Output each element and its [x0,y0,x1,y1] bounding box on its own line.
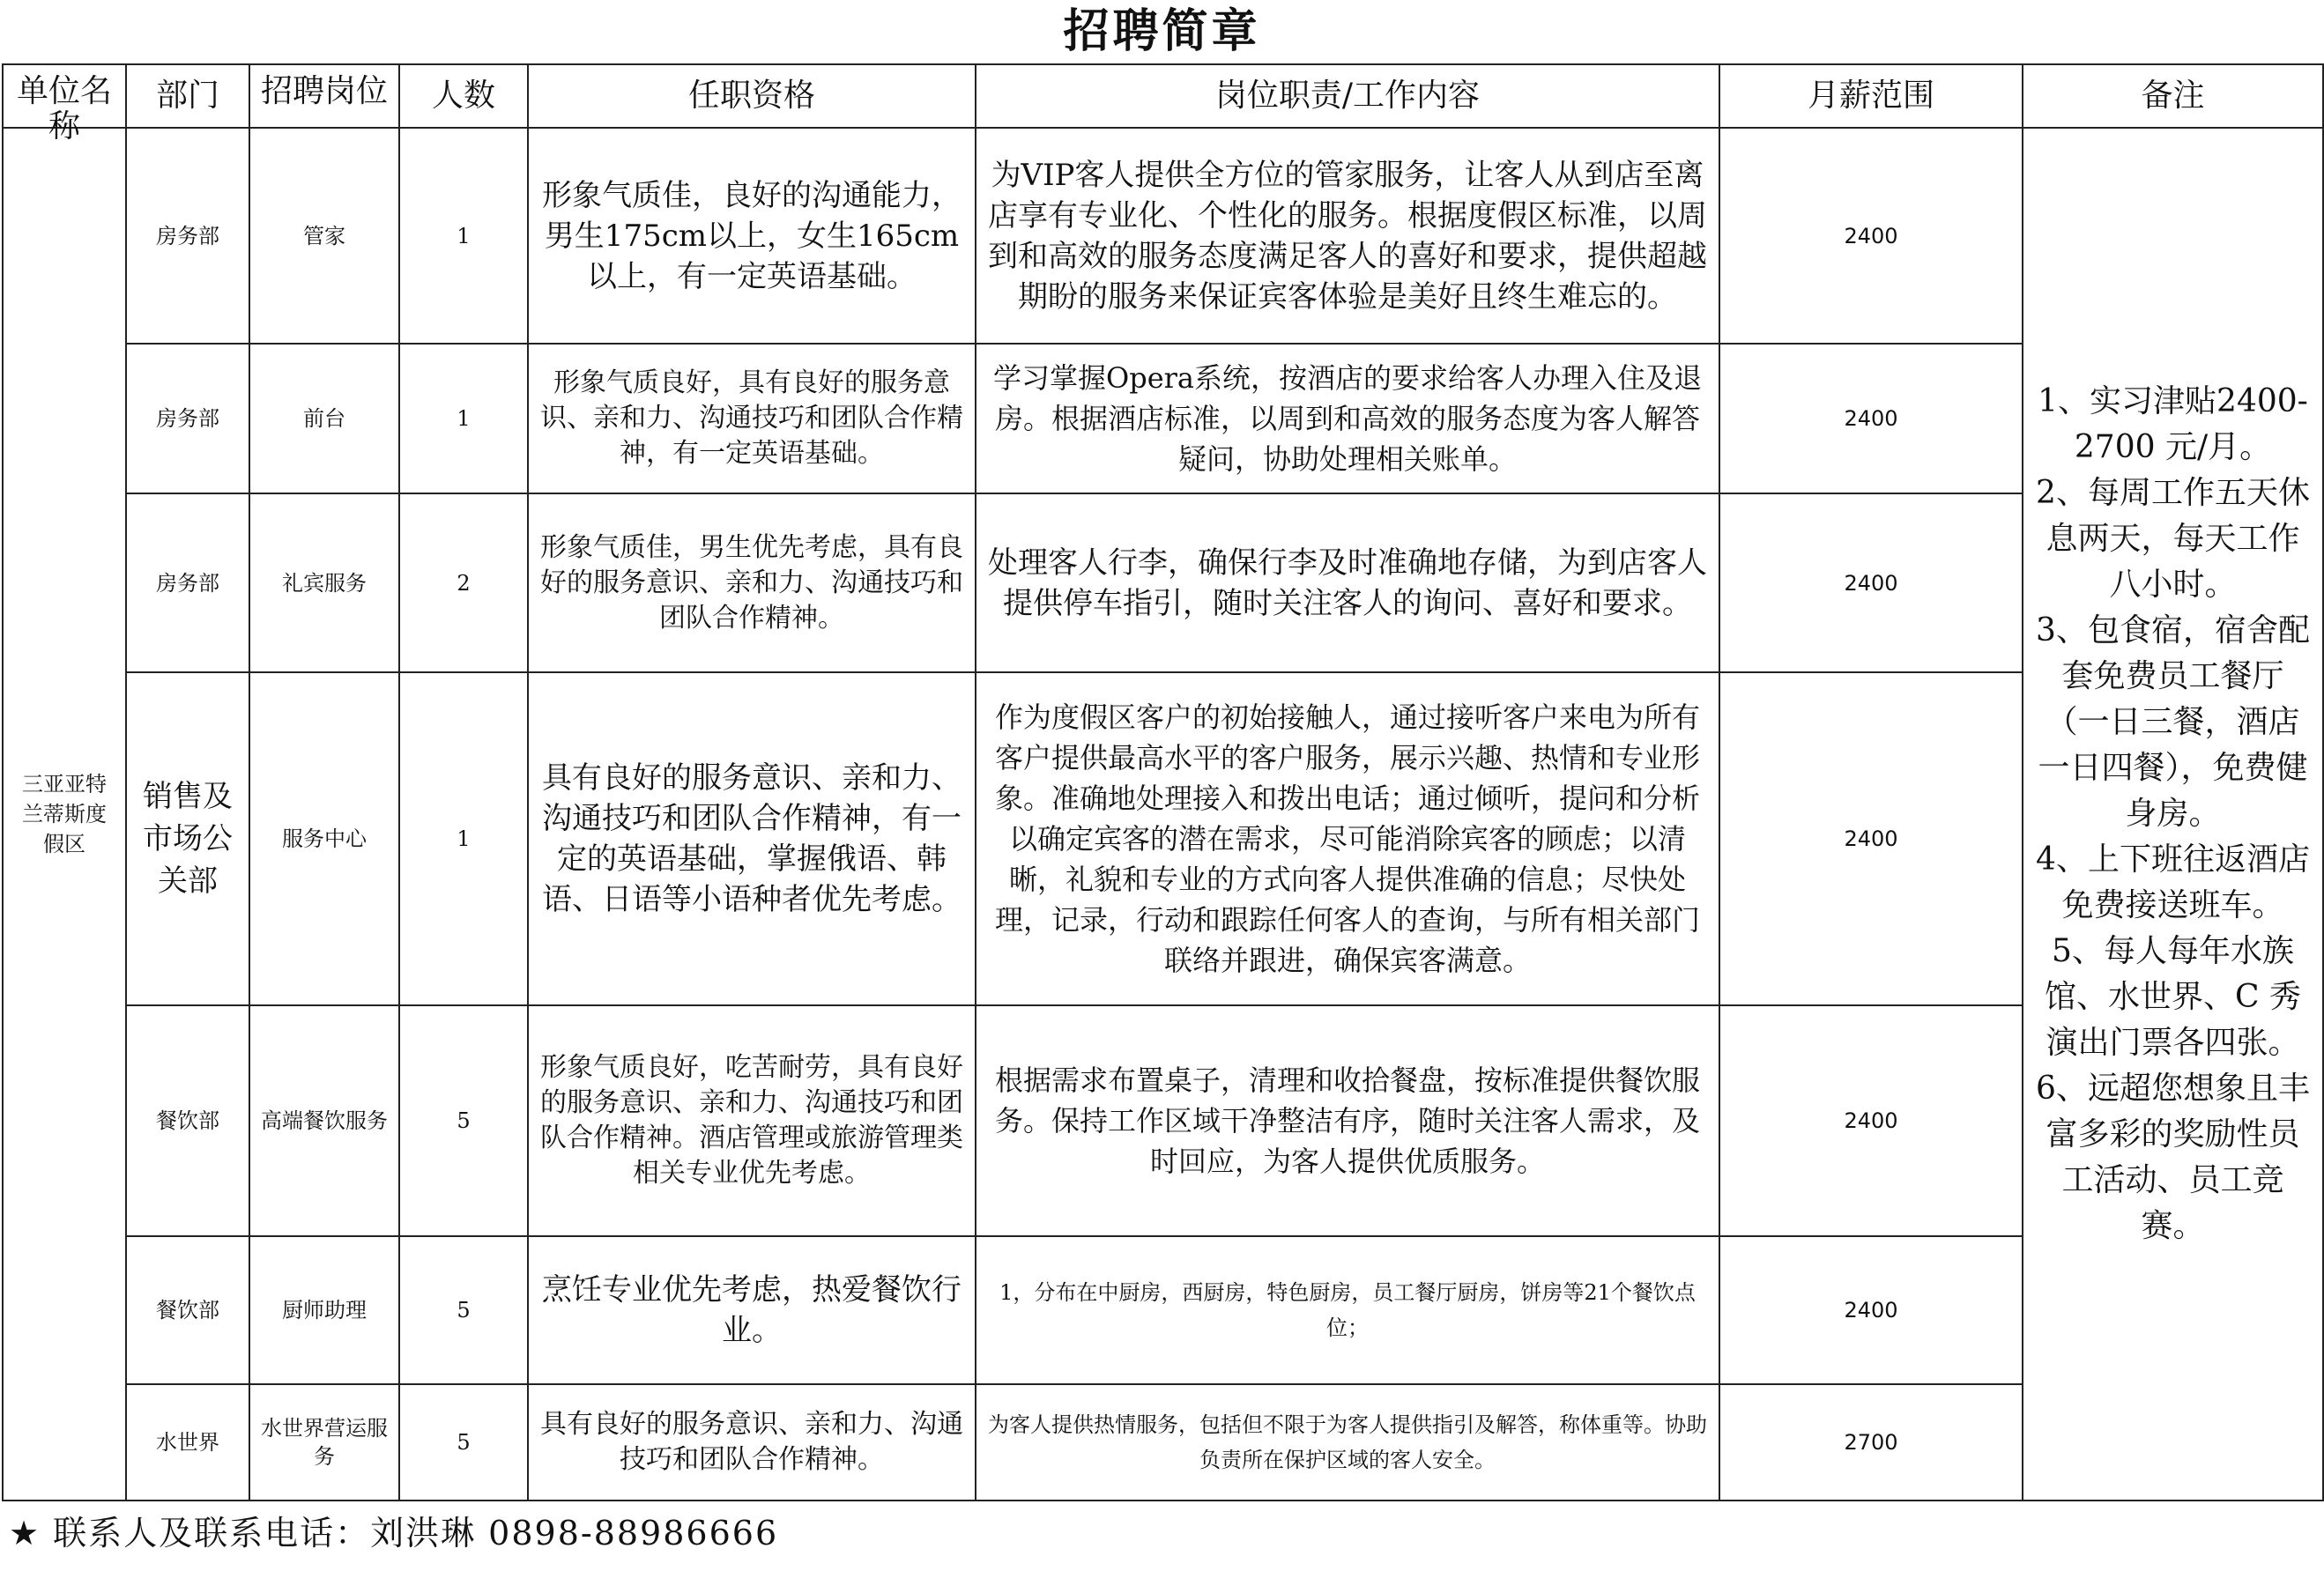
cell-qualification: 烹饪专业优先考虑，热爱餐饮行业。 [528,1236,976,1384]
cell-position: 礼宾服务 [249,493,399,672]
cell-dept: 餐饮部 [126,1005,249,1236]
remark-item: 1、实习津贴2400-2700 元/月。 [2038,383,2308,465]
contact-footer [9,1508,778,1558]
header-row [3,64,2323,128]
cell-dept: 餐饮部 [126,1236,249,1384]
cell-count: 5 [399,1005,528,1236]
cell-count: 2 [399,493,528,672]
cell-qualification: 形象气质良好，吃苦耐劳，具有良好的服务意识、亲和力、沟通技巧和团队合作精神。酒店管理或旅游管理类相关专业优先考虑。 [528,1005,976,1236]
cell-qualification: 形象气质佳，良好的沟通能力，男生175cm以上，女生165cm以上，有一定英语基础。 [528,128,976,344]
remark-item: 5、每人每年水族馆、水世界、C 秀演出门票各四张。 [2045,933,2301,1061]
remark-item: 4、上下班往返酒店免费接送班车。 [2036,841,2310,923]
header-position: 招聘岗位 [249,64,399,128]
contact-text: 联系人及联系电话：刘洪琳 0898-88986666 [53,1514,779,1552]
table-row [3,493,2323,672]
cell-count: 1 [399,344,528,493]
header-unit: 单位名称 [3,64,126,128]
cell-count: 1 [399,128,528,344]
cell-salary: 2400 [1719,1005,2023,1236]
header-salary: 月薪范围 [1719,64,2023,128]
cell-salary: 2400 [1719,344,2023,493]
table-row [3,1384,2323,1501]
cell-count: 5 [399,1384,528,1501]
cell-dept: 房务部 [126,344,249,493]
cell-qualification: 具有良好的服务意识、亲和力、沟通技巧和团队合作精神。 [528,1384,976,1501]
header-duties: 岗位职责/工作内容 [976,64,1719,128]
cell-qualification: 形象气质良好，具有良好的服务意识、亲和力、沟通技巧和团队合作精神，有一定英语基础。 [528,344,976,493]
header-count: 人数 [399,64,528,128]
cell-dept: 房务部 [126,128,249,344]
cell-duties: 为客人提供热情服务，包括但不限于为客人提供指引及解答，称体重等。协助负责所在保护区域的客人安全。 [976,1384,1719,1501]
remarks-cell [2023,128,2323,1501]
remark-item: 2、每周工作五天休息两天，每天工作八小时。 [2036,475,2310,603]
unit-name: 三亚亚特兰蒂斯度假区 [3,128,126,1501]
cell-position: 管家 [249,128,399,344]
cell-salary: 2400 [1719,672,2023,1005]
cell-qualification: 具有良好的服务意识、亲和力、沟通技巧和团队合作精神，有一定的英语基础，掌握俄语、韩语、日语等小语种者优先考虑。 [528,672,976,1005]
cell-duties: 学习掌握Opera系统，按酒店的要求给客人办理入住及退房。根据酒店标准，以周到和高效的服务态度为客人解答疑问，协助处理相关账单。 [976,344,1719,493]
cell-position: 水世界营运服务 [249,1384,399,1501]
cell-dept: 水世界 [126,1384,249,1501]
table-row [3,1236,2323,1384]
cell-dept: 销售及市场公关部 [126,672,249,1005]
cell-position: 厨师助理 [249,1236,399,1384]
table-row [3,1005,2323,1236]
cell-count: 5 [399,1236,528,1384]
header-qualification: 任职资格 [528,64,976,128]
cell-duties: 作为度假区客户的初始接触人，通过接听客户来电为所有客户提供最高水平的客户服务，展示兴趣、热情和专业形象。准确地处理接入和拨出电话；通过倾听，提问和分析以确定宾客的潜在需求，尽可能消除宾客的顾虑；以清晰，礼貌和专业的方式向客人提供准确的信息；尽快处理，记录，行动和跟踪任何客人的查询，与所有相关部门联络并跟进，确保宾客满意。 [976,672,1719,1005]
cell-salary: 2400 [1719,493,2023,672]
table-row [3,344,2323,493]
header-remarks: 备注 [2023,64,2323,128]
cell-dept: 房务部 [126,493,249,672]
page-title: 招聘简章 [1063,4,1261,58]
table-row [3,672,2323,1005]
cell-position: 前台 [249,344,399,493]
recruitment-table [2,63,2324,1501]
cell-duties: 1，分布在中厨房，西厨房，特色厨房，员工餐厅厨房，饼房等21个餐饮点位； [976,1236,1719,1384]
cell-position: 高端餐饮服务 [249,1005,399,1236]
star-icon: ★ [9,1514,41,1552]
remark-item: 3、包食宿，宿舍配套免费员工餐厅（一日三餐，酒店一日四餐），免费健身房。 [2036,612,2310,832]
header-dept: 部门 [126,64,249,128]
cell-count: 1 [399,672,528,1005]
cell-duties: 处理客人行李，确保行李及时准确地存储，为到店客人提供停车指引，随时关注客人的询问、喜好和要求。 [976,493,1719,672]
cell-salary: 2400 [1719,128,2023,344]
cell-duties: 根据需求布置桌子，清理和收拾餐盘，按标准提供餐饮服务。保持工作区域干净整洁有序，随时关注客人需求，及时回应，为客人提供优质服务。 [976,1005,1719,1236]
table-row [3,128,2323,344]
cell-qualification: 形象气质佳，男生优先考虑，具有良好的服务意识、亲和力、沟通技巧和团队合作精神。 [528,493,976,672]
cell-salary: 2700 [1719,1384,2023,1501]
cell-salary: 2400 [1719,1236,2023,1384]
cell-position: 服务中心 [249,672,399,1005]
remark-item: 6、远超您想象且丰富多彩的奖励性员工活动、员工竞赛。 [2036,1071,2310,1244]
cell-duties: 为VIP客人提供全方位的管家服务，让客人从到店至离店享有专业化、个性化的服务。根据度假区标准，以周到和高效的服务态度满足客人的喜好和要求，提供超越期盼的服务来保证宾客体验是美好且终生难忘的。 [976,128,1719,344]
